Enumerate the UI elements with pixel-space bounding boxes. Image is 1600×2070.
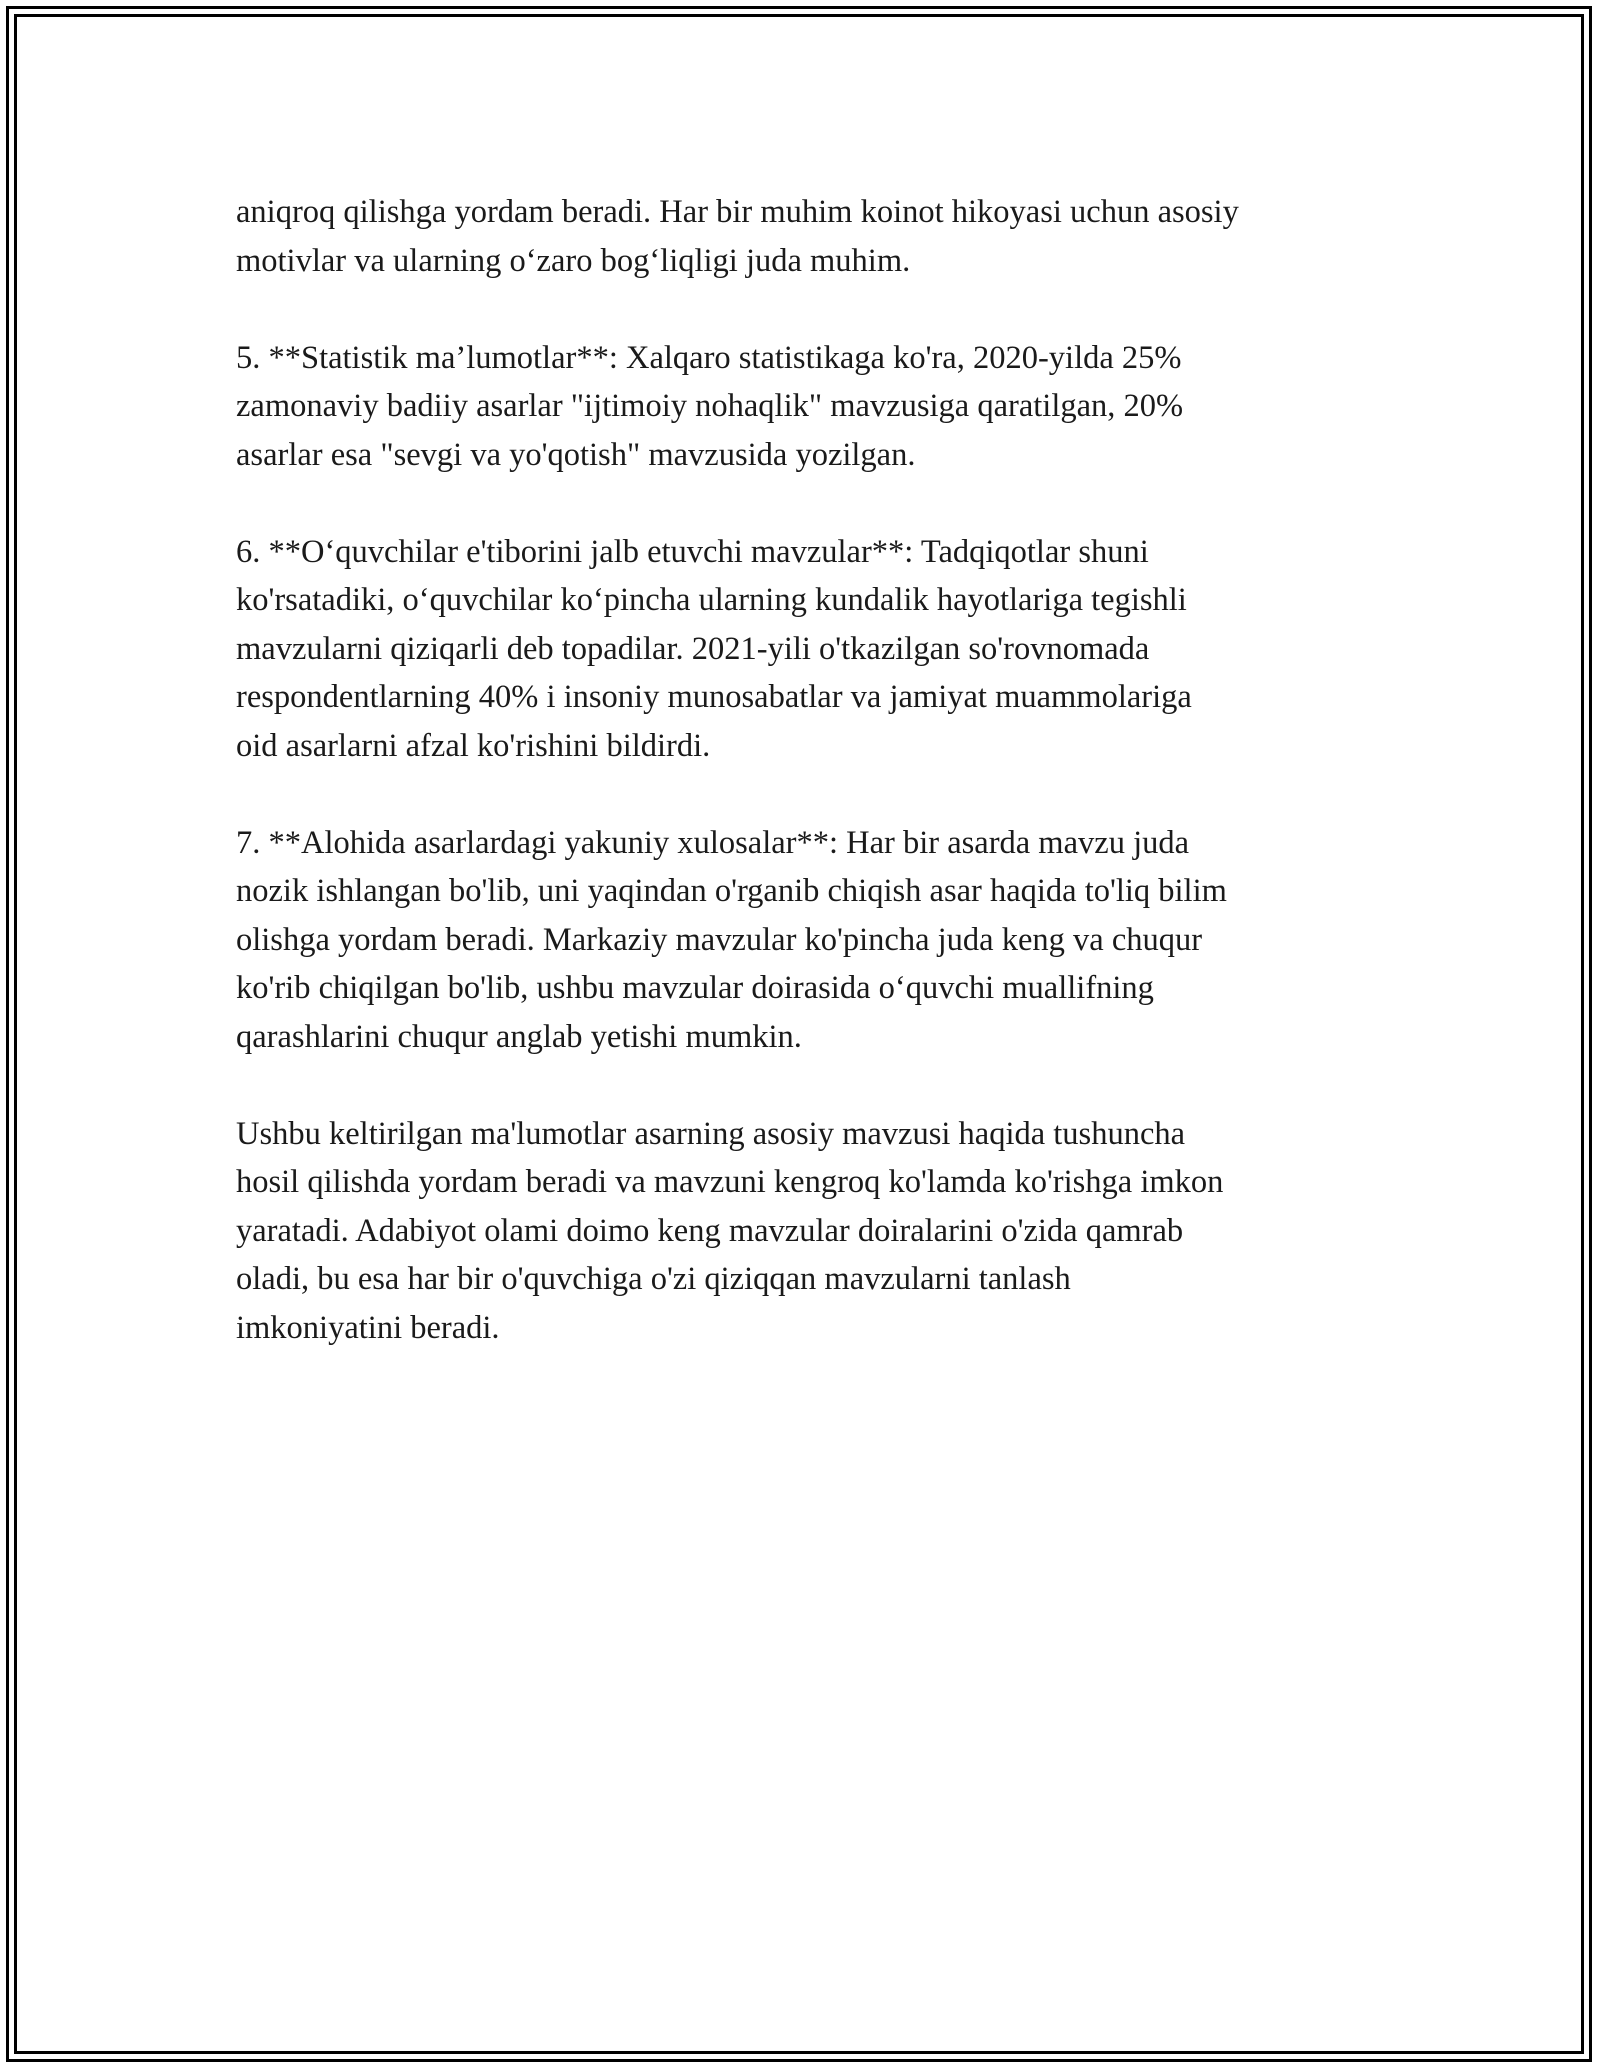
text-line: respondentlarning 40% i insoniy munosabatlar va jamiyat muammolariga [236, 679, 1192, 715]
text-line: aniqroq qilishga yordam beradi. Har bir muhim koinot hikoyasi uchun asosiy [236, 194, 1239, 230]
text-line: olishga yordam beradi. Markaziy mavzular ko'pincha juda keng va chuqur [236, 921, 1203, 958]
text-line: mavzularni qiziqarli deb topadilar. 2021-yili o'tkazilgan so'rovnomada [236, 630, 1150, 667]
text-line: 6. **Oʻquvchilar e'tiborini jalb etuvchi mavzular**: Tadqiqotlar shuni [236, 533, 1149, 570]
text-line: oladi, bu esa har bir o'quvchiga o'zi qiziqqan mavzularni tanlash [236, 1261, 1071, 1297]
text-line: hosil qilishda yordam beradi va mavzuni kengroq ko'lamda ko'rishga imkon [236, 1164, 1224, 1200]
text-line: nozik ishlangan bo'lib, uni yaqindan o'rganib chiqish asar haqida to'liq bilim [236, 873, 1227, 909]
paragraph-continuation [236, 188, 1376, 285]
text-line: imkoniyatini beradi. [236, 1309, 500, 1346]
text-line: qarashlarini chuqur anglab yetishi mumkin. [236, 1018, 802, 1055]
paragraph-summary [236, 1110, 1376, 1353]
text-line: ko'rib chiqilgan bo'lib, ushbu mavzular doirasida oʻquvchi muallifning [236, 970, 1154, 1006]
text-line: oid asarlarni afzal ko'rishini bildirdi. [236, 727, 711, 764]
text-line: motivlar va ularning oʻzaro bogʻliqligi juda muhim. [236, 242, 911, 279]
text-line: 7. **Alohida asarlardagi yakuniy xulosalar**: Har bir asarda mavzu juda [236, 824, 1190, 861]
document-body [236, 188, 1376, 1401]
paragraph-reader-interest [236, 528, 1376, 771]
paragraph-conclusions [236, 819, 1376, 1062]
text-line: Ushbu keltirilgan ma'lumotlar asarning asosiy mavzusi haqida tushuncha [236, 1115, 1186, 1152]
text-line: 5. **Statistik ma’lumotlar**: Xalqaro statistikaga ko'ra, 2020-yilda 25% [236, 339, 1182, 376]
text-line: yaratadi. Adabiyot olami doimo keng mavzular doiralarini o'zida qamrab [236, 1212, 1184, 1249]
text-line: zamonaviy badiiy asarlar "ijtimoiy nohaqlik" mavzusiga qaratilgan, 20% [236, 388, 1184, 424]
paragraph-statistics [236, 334, 1376, 480]
text-line: ko'rsatadiki, oʻquvchilar koʻpincha ularning kundalik hayotlariga tegishli [236, 582, 1187, 618]
text-line: asarlar esa "sevgi va yo'qotish" mavzusida yozilgan. [236, 436, 916, 473]
